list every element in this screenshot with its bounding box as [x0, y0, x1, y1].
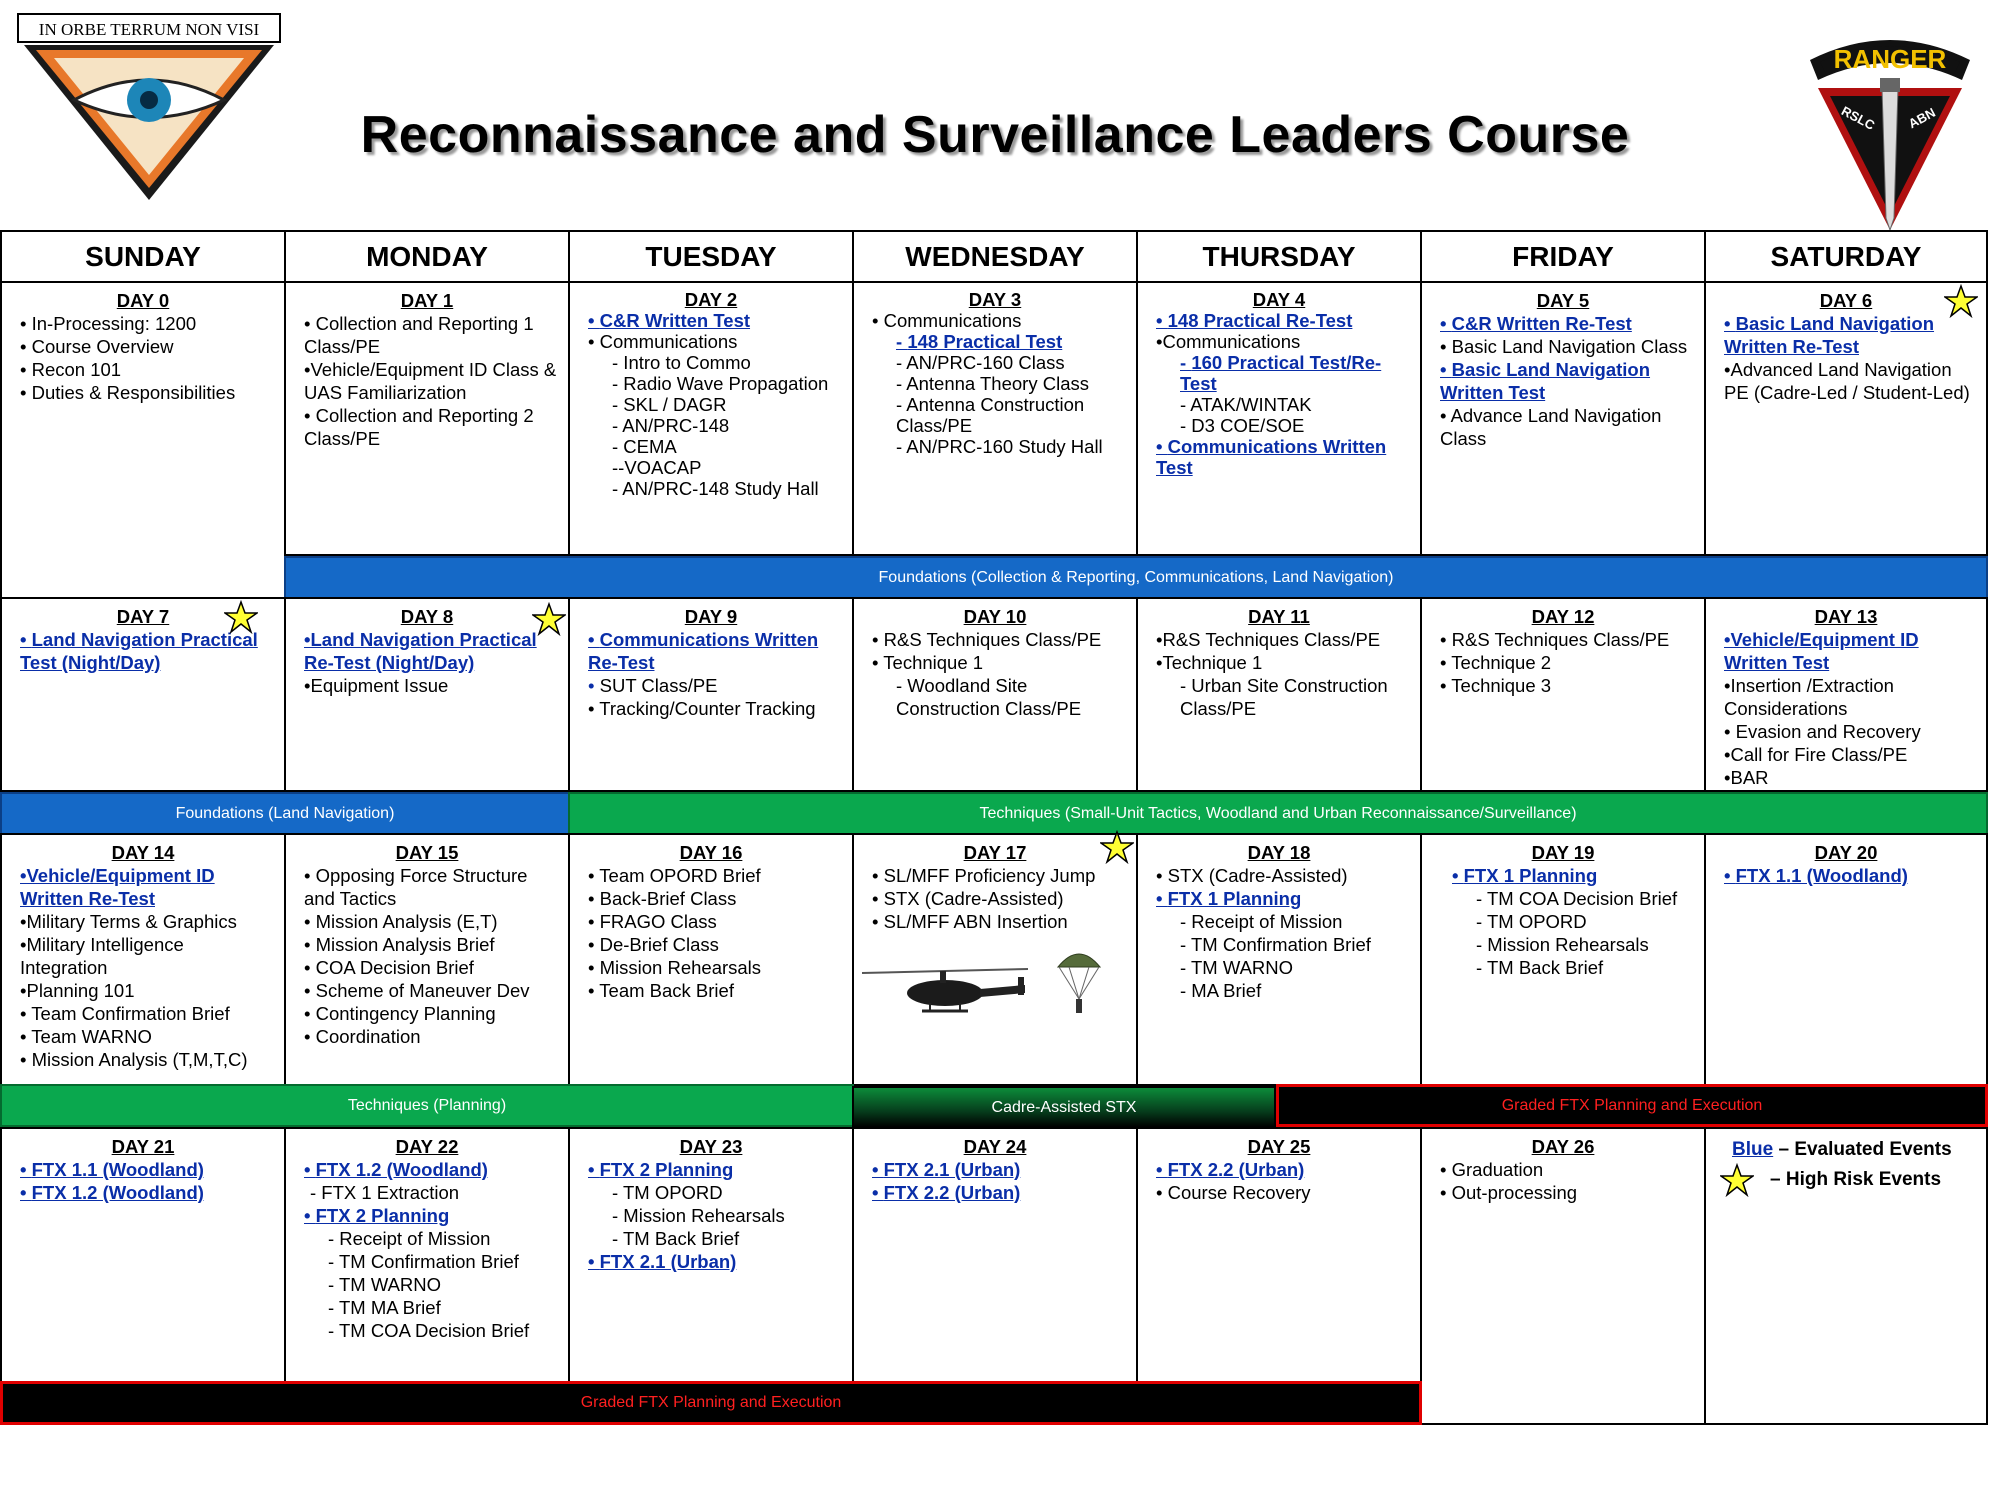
evaluated-event[interactable]: • 148 Practical Re-Test: [1156, 310, 1353, 331]
day-6-cell: [1704, 281, 1988, 556]
day-title: DAY 15: [395, 842, 459, 863]
sub-item: - TM Confirmation Brief: [1180, 934, 1371, 955]
sub-item: - Mission Rehearsals: [612, 1205, 785, 1226]
header-tuesday: TUESDAY: [568, 230, 854, 283]
list-item: •Military Intelligence Integration: [20, 934, 184, 978]
star-icon: [1100, 830, 1134, 864]
sub-item: - TM WARNO: [1180, 957, 1294, 978]
sub-item: - AN/PRC-148 Study Hall: [612, 478, 819, 499]
evaluated-event[interactable]: • FTX 1.1 (Woodland): [1724, 865, 1908, 886]
day-9-cell: [568, 597, 854, 792]
day-20-cell: [1704, 833, 1988, 1086]
list-item: • Communications: [872, 310, 1022, 331]
list-item: • Collection and Reporting 1 Class/PE: [304, 313, 534, 357]
day-8-cell: [284, 597, 570, 792]
list-item: • Communications: [588, 331, 738, 352]
sub-item: - SKL / DAGR: [612, 394, 727, 415]
day-title: DAY 25: [1247, 1136, 1311, 1157]
list-item: • STX (Cadre-Assisted): [1156, 865, 1348, 886]
evaluated-event[interactable]: • FTX 2 Planning: [304, 1205, 450, 1226]
day-3-cell: [852, 281, 1138, 556]
list-item: • R&S Techniques Class/PE: [1440, 629, 1670, 650]
emblem-motto: IN ORBE TERRUM NON VISI: [38, 20, 260, 39]
list-item: • Mission Analysis (T,M,T,C): [20, 1049, 248, 1070]
band-foundations-week1: Foundations (Collection & Reporting, Communications, Land Navigation): [284, 556, 1988, 599]
day-title: DAY 6: [1819, 290, 1873, 311]
list-item: • Mission Analysis Brief: [304, 934, 495, 955]
ranger-tab-logo: [1800, 18, 1980, 233]
day-21-cell: [0, 1127, 286, 1383]
list-item: • Contingency Planning: [304, 1003, 496, 1024]
evaluated-event[interactable]: - 160 Practical Test/Re-Test: [1180, 352, 1382, 394]
list-item: •Call for Fire Class/PE: [1724, 744, 1908, 765]
day-1-cell: [284, 281, 570, 556]
list-item: •Technique 1: [1156, 652, 1263, 673]
day-title: DAY 8: [400, 606, 454, 627]
list-item: • COA Decision Brief: [304, 957, 474, 978]
sub-item: - Radio Wave Propagation: [612, 373, 829, 394]
list-item: • SUT Class/PE: [588, 675, 718, 696]
list-item: • Opposing Force Structure and Tactics: [304, 865, 528, 909]
evaluated-event[interactable]: • Communications Written Test: [1156, 436, 1387, 478]
list-item: •Insertion /Extraction Considerations: [1724, 675, 1894, 719]
header-monday: MONDAY: [284, 230, 570, 283]
sub-item: - TM Back Brief: [1476, 957, 1604, 978]
star-icon: [1720, 1163, 1754, 1197]
sub-item: - Receipt of Mission: [328, 1228, 491, 1249]
list-item: • Advance Land Navigation Class: [1440, 405, 1662, 449]
day-title: DAY 1: [400, 290, 454, 311]
list-item: • Coordination: [304, 1026, 421, 1047]
day-title: DAY 19: [1531, 842, 1595, 863]
list-item: • Scheme of Maneuver Dev: [304, 980, 530, 1001]
evaluated-event[interactable]: • Basic Land Navigation Written Test: [1440, 359, 1651, 403]
list-item: • Team Back Brief: [588, 980, 734, 1001]
day-24-cell: [852, 1127, 1138, 1383]
band-techniques-sut: Techniques (Small-Unit Tactics, Woodland and Urban Reconnaissance/Surveillance): [568, 792, 1988, 835]
list-item: •Communications: [1156, 331, 1301, 352]
day-title: DAY 0: [116, 290, 170, 311]
evaluated-event[interactable]: •Vehicle/Equipment ID Written Test: [1724, 629, 1919, 673]
evaluated-event[interactable]: • C&R Written Test: [588, 310, 751, 331]
day-15-cell: [284, 833, 570, 1086]
course-emblem-logo: [14, 10, 284, 205]
evaluated-event[interactable]: • FTX 2 Planning: [588, 1159, 734, 1180]
list-item: •Vehicle/Equipment ID Class & UAS Familiarization: [304, 359, 557, 403]
day-title: DAY 23: [679, 1136, 743, 1157]
list-item: •BAR: [1724, 767, 1769, 788]
list-item: • R&S Techniques Class/PE: [872, 629, 1102, 650]
ranger-tab-text: RANGER: [1833, 44, 1947, 74]
sub-item: - AN/PRC-148: [612, 415, 730, 436]
list-item: • Tracking/Counter Tracking: [588, 698, 816, 719]
list-item: •Military Terms & Graphics: [20, 911, 237, 932]
day-title: DAY 24: [963, 1136, 1027, 1157]
sub-item: - Woodland Site Construction Class/PE: [896, 675, 1082, 719]
day-19-cell: [1420, 833, 1706, 1086]
list-item: • Technique 2: [1440, 652, 1552, 673]
star-icon: [224, 600, 258, 634]
day-5-cell: [1420, 281, 1706, 556]
list-item: • In-Processing: 1200: [20, 313, 197, 334]
day-26-cell: [1420, 1127, 1706, 1425]
day-title: DAY 4: [1252, 289, 1306, 310]
sub-item: --VOACAP: [612, 457, 702, 478]
band-graded-ftx-top: Graded FTX Planning and Execution: [1276, 1084, 1988, 1127]
day-22-cell: [284, 1127, 570, 1383]
schedule-grid: [0, 230, 1988, 1423]
day-14-cell: [0, 833, 286, 1086]
sub-item: - TM Back Brief: [612, 1228, 740, 1249]
header-friday: FRIDAY: [1420, 230, 1706, 283]
day-title: DAY 14: [111, 842, 175, 863]
list-item: - FTX 1 Extraction: [310, 1182, 460, 1203]
day-title: DAY 13: [1814, 606, 1878, 627]
evaluated-event[interactable]: •Land Navigation Practical Re-Test (Night/Day): [304, 629, 537, 673]
day-17-cell: [852, 833, 1138, 1086]
sub-item: - TM COA Decision Brief: [328, 1320, 530, 1341]
list-item: •Equipment Issue: [304, 675, 449, 696]
evaluated-event[interactable]: - 148 Practical Test: [896, 331, 1063, 352]
day-title: DAY 11: [1248, 606, 1310, 627]
sub-item: - TM OPORD: [1476, 911, 1587, 932]
day-title: DAY 5: [1536, 290, 1590, 311]
sub-item: - Antenna Theory Class: [896, 373, 1089, 394]
helicopter-image: [860, 963, 1030, 1023]
page-title: Reconnaissance and Surveillance Leaders Course: [360, 106, 1630, 164]
list-item: • Team WARNO: [20, 1026, 152, 1047]
sub-item: - Urban Site Construction Class/PE: [1180, 675, 1388, 719]
evaluated-event[interactable]: • FTX 1.2 (Woodland): [304, 1159, 488, 1180]
legend-evaluated: Blue – Evaluated Events: [1732, 1139, 1952, 1160]
list-item: • Evasion and Recovery: [1724, 721, 1921, 742]
sub-item: - Antenna Construction Class/PE: [896, 394, 1085, 436]
evaluated-event[interactable]: • Land Navigation Practical Test (Night/Day): [20, 629, 258, 673]
day-title: DAY 18: [1247, 842, 1311, 863]
day-title: DAY 3: [968, 289, 1022, 310]
sub-item: - TM MA Brief: [328, 1297, 441, 1318]
day-title: DAY 10: [963, 606, 1027, 627]
list-item: • Basic Land Navigation Class: [1440, 336, 1688, 357]
list-item: • Out-processing: [1440, 1182, 1578, 1203]
sub-item: - AN/PRC-160 Class: [896, 352, 1065, 373]
list-item: • Team OPORD Brief: [588, 865, 761, 886]
star-icon: [1944, 284, 1978, 318]
parachute-image: [1054, 947, 1104, 1017]
list-item: • Mission Analysis (E,T): [304, 911, 498, 932]
sub-item: - CEMA: [612, 436, 677, 457]
evaluated-event[interactable]: •Vehicle/Equipment ID Written Re-Test: [20, 865, 215, 909]
day-12-cell: [1420, 597, 1706, 792]
evaluated-event[interactable]: • FTX 2.2 (Urban): [872, 1182, 1021, 1203]
day-title: DAY 9: [684, 606, 738, 627]
sub-item: - TM Confirmation Brief: [328, 1251, 519, 1272]
evaluated-event[interactable]: • FTX 1 Planning: [1452, 865, 1598, 886]
list-item: • Course Overview: [20, 336, 174, 357]
list-item: • Technique 3: [1440, 675, 1552, 696]
day-title: DAY 17: [963, 842, 1027, 863]
star-icon: [532, 602, 566, 636]
evaluated-event[interactable]: • Communications Written Re-Test: [588, 629, 819, 673]
evaluated-event[interactable]: • FTX 1 Planning: [1156, 888, 1302, 909]
header-sunday: SUNDAY: [0, 230, 286, 283]
evaluated-event[interactable]: • C&R Written Re-Test: [1440, 313, 1632, 334]
evaluated-event[interactable]: • FTX 2.1 (Urban): [588, 1251, 737, 1272]
day-title: DAY 21: [111, 1136, 175, 1157]
sub-item: - Receipt of Mission: [1180, 911, 1343, 932]
evaluated-event[interactable]: • FTX 1.2 (Woodland): [20, 1182, 204, 1203]
day-4-cell: [1136, 281, 1422, 556]
day-title: DAY 2: [684, 289, 738, 310]
list-item: • SL/MFF Proficiency Jump: [872, 865, 1096, 886]
list-item: • Team Confirmation Brief: [20, 1003, 230, 1024]
day-0-cell: [0, 281, 286, 599]
sub-item: - D3 COE/SOE: [1180, 415, 1305, 436]
sub-item: - Intro to Commo: [612, 352, 751, 373]
sub-item: - MA Brief: [1180, 980, 1262, 1001]
list-item: •R&S Techniques Class/PE: [1156, 629, 1381, 650]
list-item: • SL/MFF ABN Insertion: [872, 911, 1068, 932]
band-cadre-assisted-stx: Cadre-Assisted STX: [852, 1086, 1276, 1129]
legend-cell: [1704, 1127, 1988, 1425]
sub-item: - AN/PRC-160 Study Hall: [896, 436, 1103, 457]
list-item: • Technique 1: [872, 652, 984, 673]
sub-item: - TM COA Decision Brief: [1476, 888, 1678, 909]
list-item: •Advanced Land Navigation PE (Cadre-Led / Student-Led): [1724, 359, 1970, 403]
day-2-cell: [568, 281, 854, 556]
list-item: • Course Recovery: [1156, 1182, 1311, 1203]
day-title: DAY 22: [395, 1136, 459, 1157]
abn-text: ABN: [1905, 104, 1938, 132]
day-10-cell: [852, 597, 1138, 792]
evaluated-event[interactable]: • Basic Land Navigation Written Re-Test: [1724, 313, 1935, 357]
day-18-cell: [1136, 833, 1422, 1086]
day-16-cell: [568, 833, 854, 1086]
evaluated-event[interactable]: • FTX 2.1 (Urban): [872, 1159, 1021, 1180]
evaluated-event[interactable]: • FTX 2.2 (Urban): [1156, 1159, 1305, 1180]
sub-item: - TM OPORD: [612, 1182, 723, 1203]
list-item: • Recon 101: [20, 359, 122, 380]
sub-item: - ATAK/WINTAK: [1180, 394, 1312, 415]
day-13-cell: [1704, 597, 1988, 792]
day-11-cell: [1136, 597, 1422, 792]
list-item: • Graduation: [1440, 1159, 1544, 1180]
list-item: • Collection and Reporting 2 Class/PE: [304, 405, 534, 449]
day-23-cell: [568, 1127, 854, 1383]
header-thursday: THURSDAY: [1136, 230, 1422, 283]
list-item: • Back-Brief Class: [588, 888, 737, 909]
list-item: • Mission Rehearsals: [588, 957, 762, 978]
header-saturday: SATURDAY: [1704, 230, 1988, 283]
evaluated-event[interactable]: • FTX 1.1 (Woodland): [20, 1159, 204, 1180]
legend-high-risk: – High Risk Events: [1720, 1165, 1978, 1195]
day-title: DAY 16: [679, 842, 743, 863]
day-25-cell: [1136, 1127, 1422, 1383]
band-foundations-land-nav: Foundations (Land Navigation): [0, 792, 570, 835]
day-title: DAY 7: [116, 606, 170, 627]
list-item: • Duties & Responsibilities: [20, 382, 236, 403]
band-techniques-planning: Techniques (Planning): [0, 1084, 854, 1127]
list-item: •Planning 101: [20, 980, 135, 1001]
day-title: DAY 26: [1531, 1136, 1595, 1157]
sub-item: - TM WARNO: [328, 1274, 442, 1295]
header-wednesday: WEDNESDAY: [852, 230, 1138, 283]
list-item: • De-Brief Class: [588, 934, 719, 955]
list-item: • STX (Cadre-Assisted): [872, 888, 1064, 909]
list-item: • FRAGO Class: [588, 911, 717, 932]
day-title: DAY 12: [1531, 606, 1595, 627]
rslc-text: RSLC: [1838, 103, 1878, 133]
band-graded-ftx-bottom: Graded FTX Planning and Execution: [0, 1381, 1422, 1425]
day-title: DAY 20: [1814, 842, 1878, 863]
sub-item: - Mission Rehearsals: [1476, 934, 1649, 955]
